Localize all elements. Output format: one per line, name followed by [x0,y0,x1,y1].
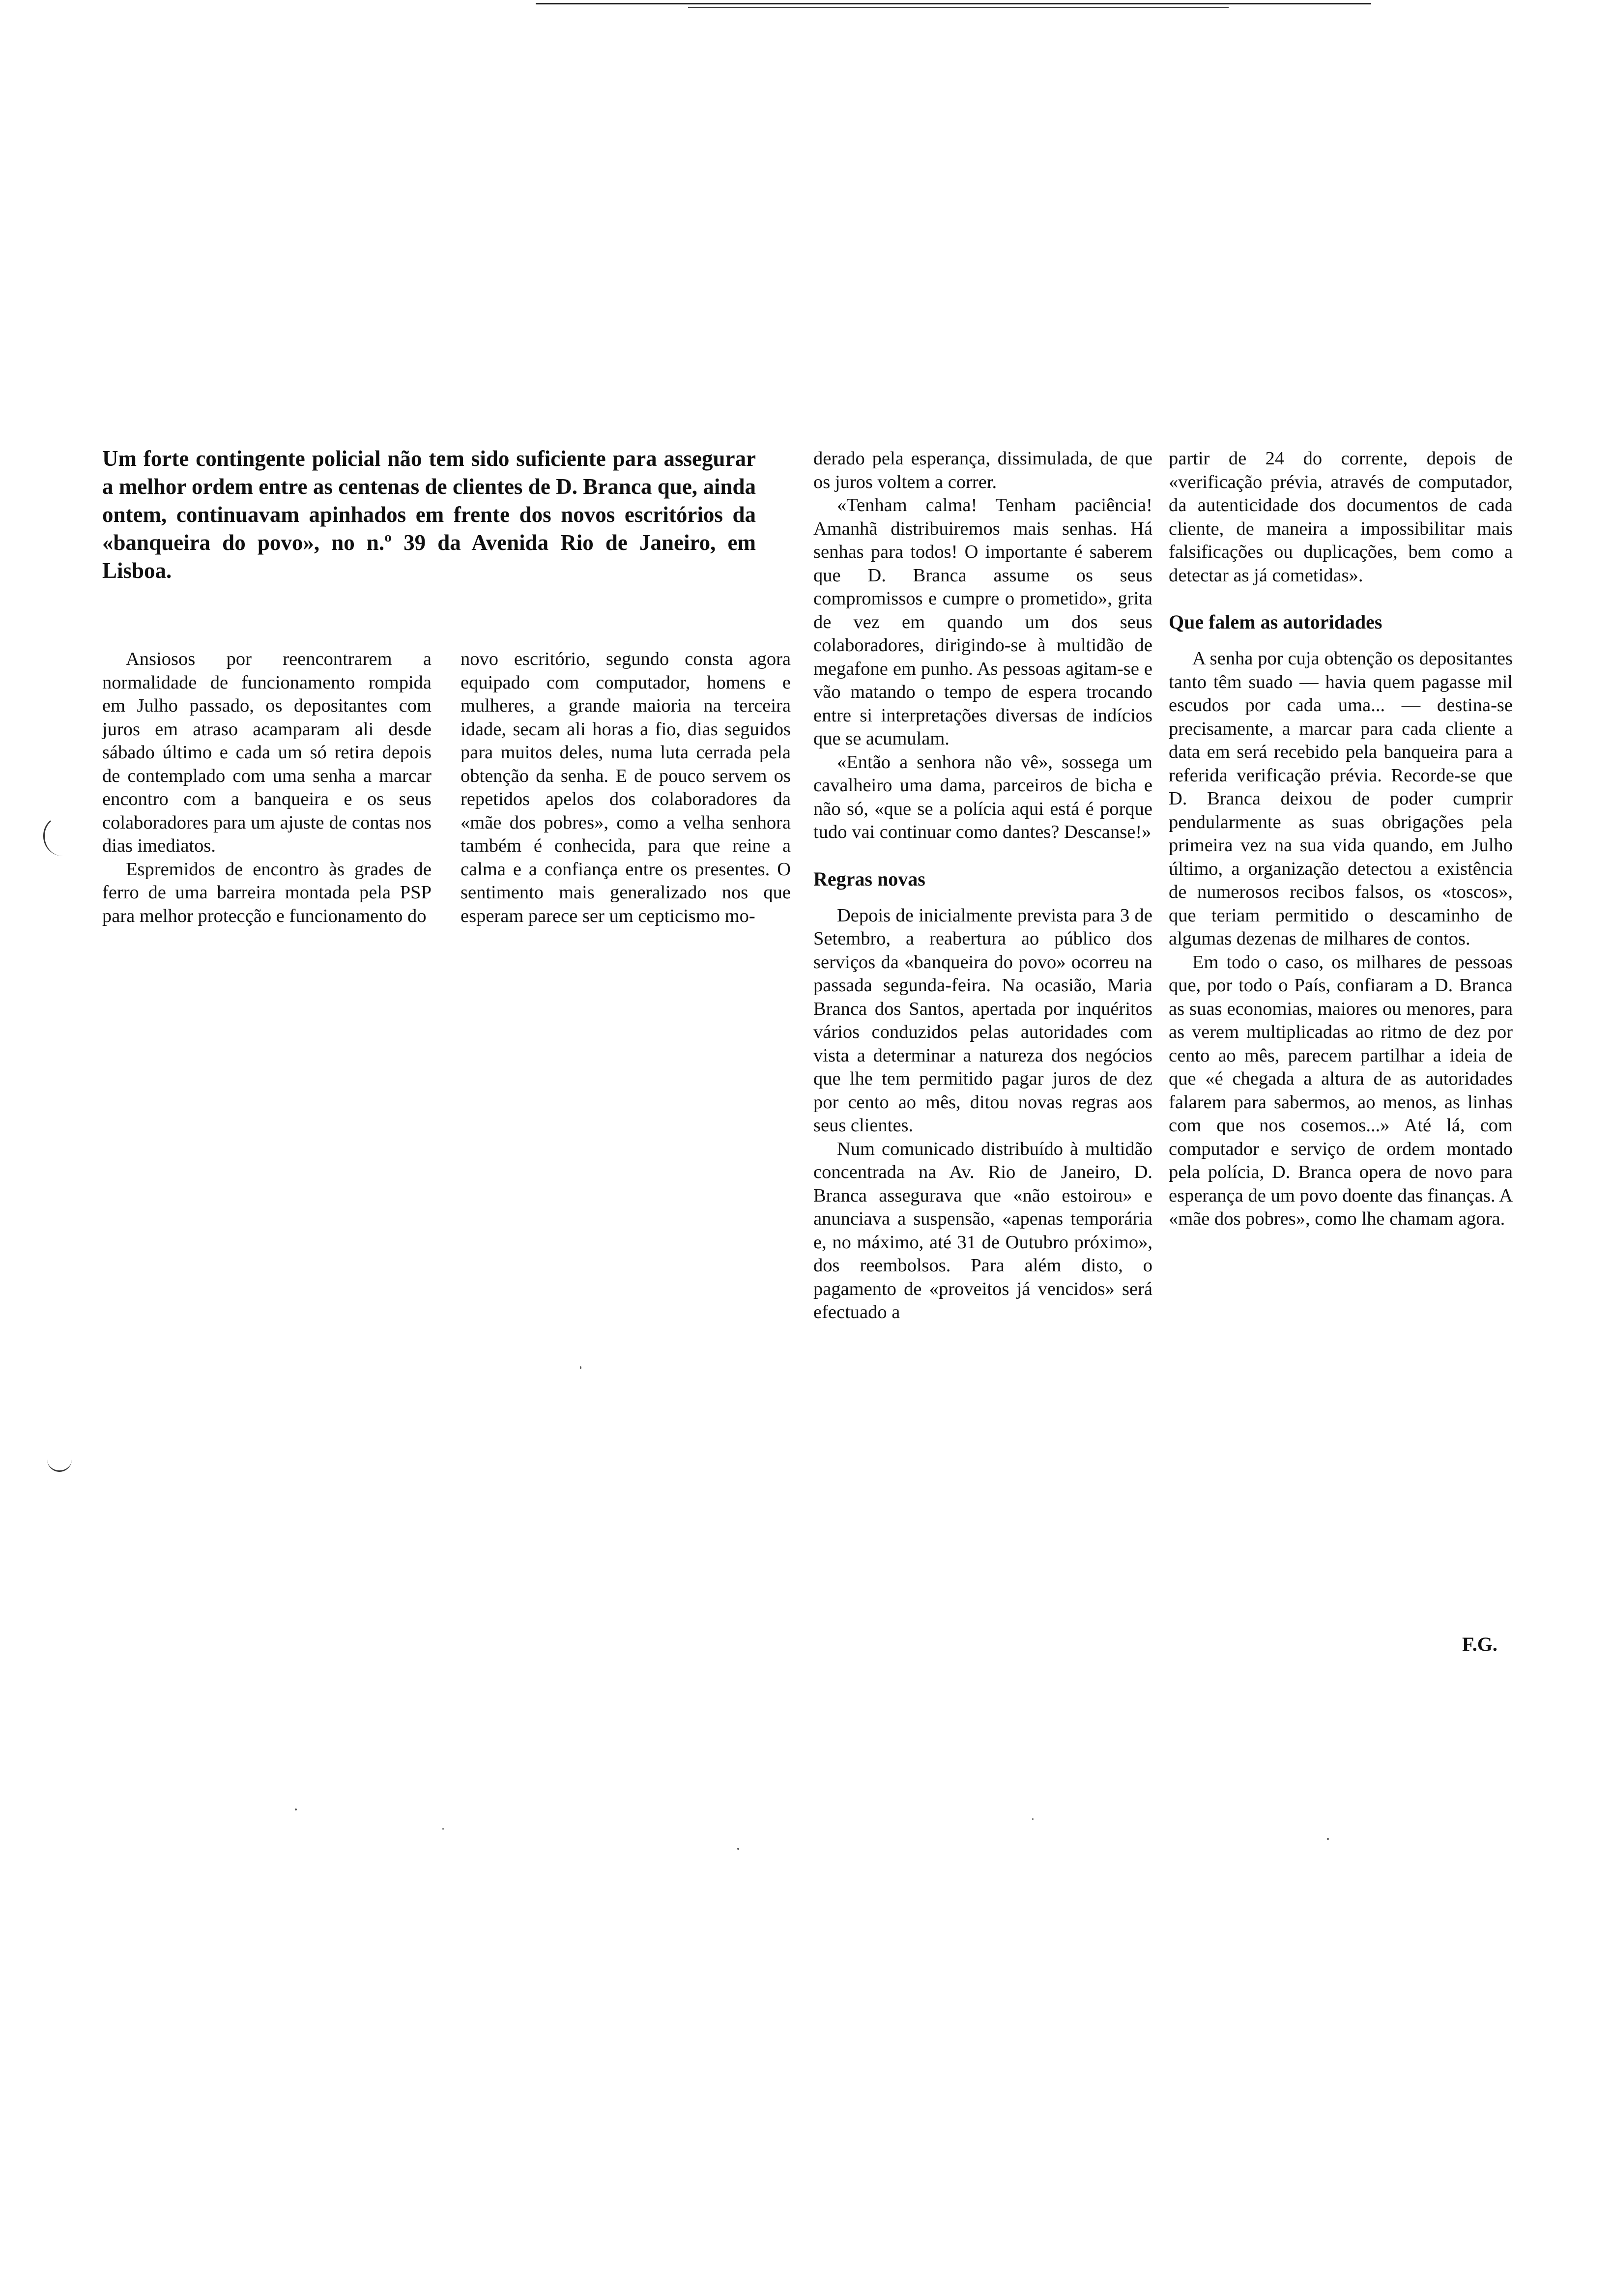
margin-curve-mark [47,1450,72,1472]
subheading-regras-novas: Regras novas [813,867,925,890]
scan-speck [737,1848,739,1850]
article-column-2 [461,648,791,928]
scan-speck [295,1808,297,1810]
paragraph: «Então a senhora não vê», sossega um cavalheiro uma dama, parceiros de bicha e não só, «que se a polícia aqui está é porque tudo vai continuar como dantes? Descanse!» [813,751,1152,842]
scan-speck [1327,1838,1329,1840]
scan-speck [1032,1818,1034,1820]
paragraph: Num comunicado distribuído à multidão concentrada na Av. Rio de Janeiro, D. Branca assegurava que «não estoirou» e anunciava a suspensão, «apenas temporária e, no máximo, até 31 de Outubro próximo», dos reembolsos. Para além disto, o pagamento de «proveitos já vencidos» será efectuado a [813,1138,1152,1322]
top-border-rule [536,3,1371,4]
author-signature: F.G. [1462,1633,1497,1655]
paragraph: Em todo o caso, os milhares de pessoas que, por todo o País, confiaram a D. Branca as suas economias, maiores ou menores, para as verem multiplicadas ao ritmo de dez por cento ao mês, parecem partilhar a ideia de que «é chegada a altura de as autoridades falarem para sabermos, ao menos, as linhas com que nos cosemos...» Até lá, com computador e serviço de ordem montado pela polícia, D. Branca opera de novo para esperança de um povo doente das finanças. A «mãe dos pobres», como lhe chamam agora. [1169,951,1513,1229]
paragraph: Espremidos de encontro às grades de ferro de uma barreira montada pela PSP para melhor protecção e funcionamento do [102,859,432,926]
paragraph: derado pela esperança, dissimulada, de que os juros voltem a correr. [813,448,1152,492]
paragraph: Depois de inicialmente prevista para 3 de Setembro, a reabertura ao público dos serviços da «banqueira do povo» ocorreu na passada segunda-feira. Na ocasião, Maria Branca dos Santos, apertada por inquéritos vários conduzidos pelas autoridades com vista a determinar a natureza dos negócios que lhe tem permitido pagar juros de dez por cento ao mês, ditou novas regras aos seus clientes. [813,905,1152,1136]
paragraph: Ansiosos por reencontrarem a normalidade de funcionamento rompida em Julho passado, os depositantes com juros em atraso acamparam ali desde sábado último e cada um só retira depois de contemplado com uma senha a marcar encontro com a banqueira e os seus colaboradores para um ajuste de contas nos dias imediatos. [102,649,432,856]
paragraph: A senha por cuja obtenção os depositantes tanto têm suado — havia quem pagasse mil escudos por cada uma... — destina-se precisamente, a marcar para cada cliente a data em será recebido pela banqueira para a referida verificação prévia. Recorde-se que D. Branca deixou de poder cumprir pendularmente as suas obrigações pela primeira vez na sua vida quando, em Julho último, a organização detectou a existência de numerosos recibos falsos, os «toscos», que teriam permitido o descaminho de algumas dezenas de milhares de contos. [1169,648,1513,949]
scan-speck [442,1828,444,1830]
top-border-rule-secondary [688,7,1229,8]
paragraph: novo escritório, segundo consta agora equipado com computador, homens e mulheres, a grande maioria na terceira idade, secam ali horas a fio, dias seguidos para muitos deles, numa luta cerrada pela obtenção da senha. E de pouco servem os repetidos apelos dos colaboradores da «mãe dos pobres», como a velha senhora também é conhecida, para que reine a calma e a confiança entre os presentes. O sentimento mais generalizado nos que esperam parece ser um cepticismo mo- [461,649,791,926]
margin-bracket-mark [43,816,66,856]
article-column-3 [813,447,1152,1324]
scan-speck [580,1366,581,1369]
article-lead: Um forte contingente policial não tem sido suficiente para assegurar a melhor ordem entre as centenas de clientes de D. Branca que, ainda ontem, continuavam apinhados em frente dos novos escritórios da «banqueira do povo», no n.º 39 da Avenida Rio de Janeiro, em Lisboa. [102,446,756,583]
paragraph: «Tenham calma! Tenham paciência! Amanhã distribuiremos mais senhas. Há senhas para todos! O importante é saberem que D. Branca assume os seus compromissos e cumpre o prometido», grita de vez em quando um dos seus colaboradores, dirigindo-se à multidão de megafone em punho. As pessoas agitam-se e vão matando o tempo de espera trocando entre si interpretações diversas de indícios que se acumulam. [813,495,1152,749]
subheading-que-falem-as-autoridades: Que falem as autoridades [1169,611,1382,633]
article-column-4 [1169,447,1513,1231]
article-column-1 [102,648,432,928]
paragraph: partir de 24 do corrente, depois de «verificação prévia, através de computador, da autenticidade dos documentos de cada cliente, de maneira a impossibilitar mais falsificações ou duplicações, bem como a detectar as já cometidas». [1169,448,1513,586]
